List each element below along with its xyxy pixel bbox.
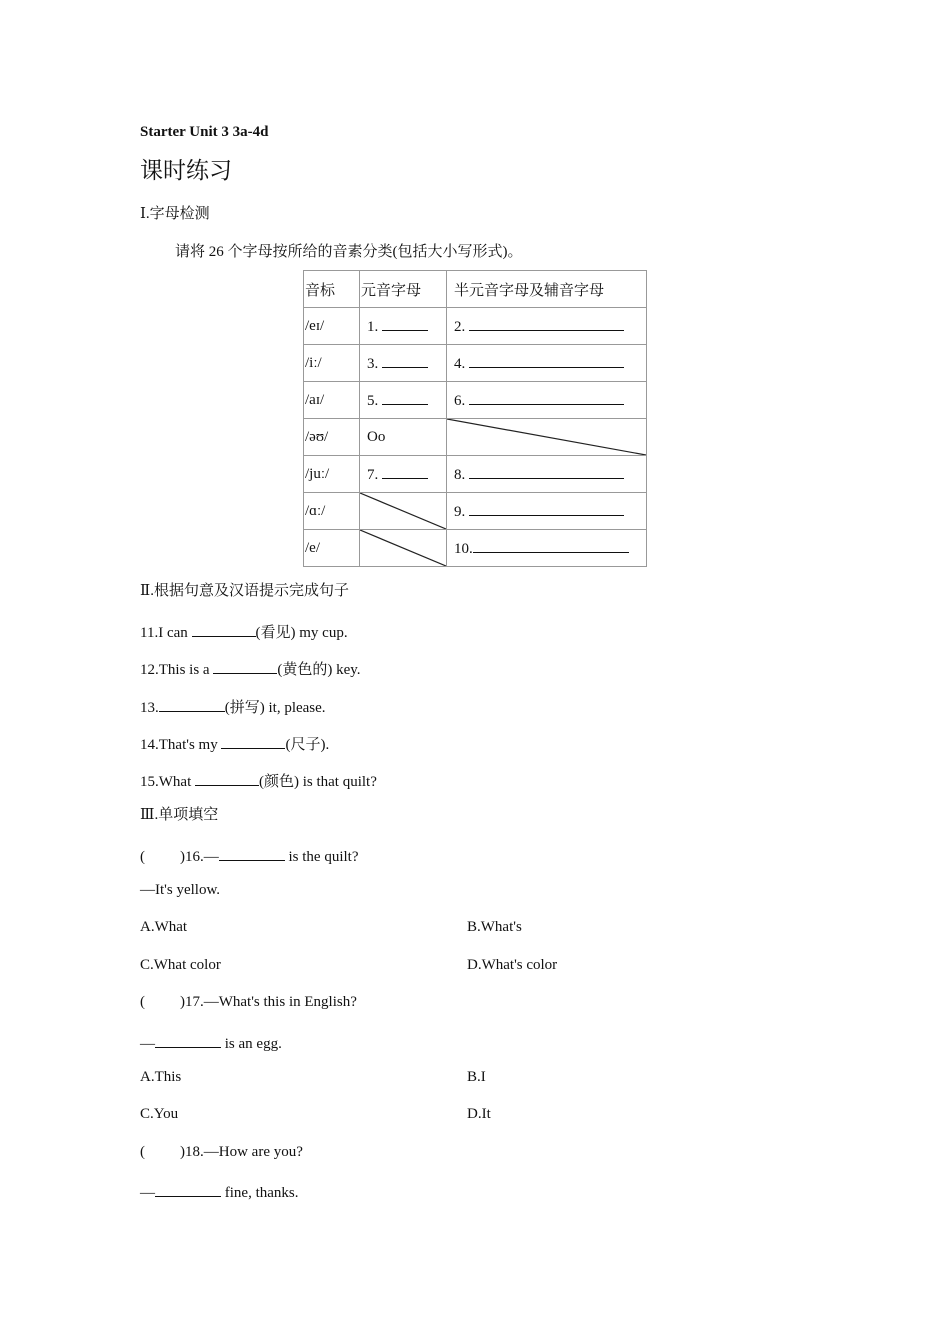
- item-number: 9.: [454, 504, 466, 520]
- sentence-item: [140, 697, 326, 716]
- section-1-title: Ⅰ.字母检测: [140, 206, 210, 222]
- item-hint: (颜色) is that quilt?: [258, 774, 377, 790]
- item-number: 5.: [367, 393, 379, 409]
- answer-blank[interactable]: [192, 622, 256, 637]
- question-text: is the quilt?: [284, 849, 359, 865]
- sentence-item: [140, 659, 361, 678]
- item-number: 10.: [454, 541, 473, 557]
- item-text: 11.I can: [140, 625, 192, 641]
- answer-blank[interactable]: [382, 353, 428, 368]
- table-row: [304, 419, 647, 456]
- empty-cell: [447, 419, 647, 456]
- consonant-cell: [447, 530, 647, 567]
- consonant-cell: [447, 456, 647, 493]
- phoneme-cell: /iː/: [304, 345, 360, 382]
- dash: —: [140, 1036, 155, 1052]
- table-row: [304, 382, 647, 419]
- item-hint: (黄色的) key.: [277, 662, 361, 678]
- answer-blank[interactable]: [469, 316, 624, 331]
- answer-blank[interactable]: [219, 846, 285, 861]
- option-a[interactable]: A.This: [140, 1069, 182, 1085]
- option-b[interactable]: B.What's: [467, 919, 522, 935]
- answer-blank[interactable]: [221, 734, 285, 749]
- answer-blank[interactable]: [469, 390, 624, 405]
- phoneme-cell: /eɪ/: [304, 308, 360, 345]
- question-text: )16.—: [180, 849, 219, 865]
- sentence-item: [140, 734, 329, 753]
- sentence-item: [140, 622, 348, 641]
- phoneme-cell: /ɑː/: [304, 493, 360, 530]
- vowel-cell: Oo: [360, 419, 447, 456]
- item-text: 15.What: [140, 774, 195, 790]
- consonant-cell: [447, 382, 647, 419]
- item-text: 13.: [140, 700, 159, 716]
- empty-cell: [360, 493, 447, 530]
- answer-paren[interactable]: (: [140, 1144, 145, 1160]
- item-number: 1.: [367, 319, 379, 335]
- doc-title: Starter Unit 3 3a-4d: [140, 124, 269, 140]
- vowel-cell: [360, 382, 447, 419]
- section-1-instruction: 请将 26 个字母按所给的音素分类(包括大小写形式)。: [175, 244, 523, 260]
- vowel-cell: [360, 308, 447, 345]
- item-text: 14.That's my: [140, 737, 222, 753]
- vowel-cell: [360, 456, 447, 493]
- item-number: 7.: [367, 467, 379, 483]
- answer-paren[interactable]: (: [140, 849, 145, 865]
- header-vowel: 元音字母: [360, 271, 447, 308]
- answer-blank[interactable]: [469, 464, 624, 479]
- question-16-answer: —It's yellow.: [140, 882, 221, 898]
- answer-blank[interactable]: [213, 659, 277, 674]
- answer-blank[interactable]: [382, 464, 428, 479]
- consonant-cell: [447, 308, 647, 345]
- dash: —: [140, 1185, 155, 1201]
- answer-blank[interactable]: [159, 697, 225, 712]
- answer-blank[interactable]: [469, 501, 624, 516]
- diagonal-line: [447, 419, 646, 455]
- item-number: 3.: [367, 356, 379, 372]
- phoneme-cell: /juː/: [304, 456, 360, 493]
- table-row: [304, 345, 647, 382]
- table-row: [304, 493, 647, 530]
- vowel-cell: [360, 345, 447, 382]
- table-row: [304, 530, 647, 567]
- item-text: 12.This is a: [140, 662, 214, 678]
- section-3-title: Ⅲ.单项填空: [140, 807, 219, 823]
- question-16: [140, 846, 359, 865]
- header-consonant: 半元音字母及辅音字母: [447, 271, 647, 308]
- diagonal-line: [360, 493, 446, 529]
- table-row: [304, 456, 647, 493]
- item-number: 6.: [454, 393, 466, 409]
- answer-paren[interactable]: (: [140, 994, 145, 1010]
- page-heading: 课时练习: [140, 158, 232, 184]
- consonant-cell: [447, 345, 647, 382]
- answer-blank[interactable]: [155, 1182, 221, 1197]
- question-text: is an egg.: [221, 1036, 282, 1052]
- answer-blank[interactable]: [382, 390, 428, 405]
- section-2-title: Ⅱ.根据句意及汉语提示完成句子: [140, 583, 349, 599]
- item-hint: (尺子).: [285, 737, 330, 753]
- answer-blank[interactable]: [155, 1033, 221, 1048]
- item-number: 4.: [454, 356, 466, 372]
- phoneme-cell: /aɪ/: [304, 382, 360, 419]
- item-hint: (看见) my cup.: [255, 625, 348, 641]
- consonant-cell: [447, 493, 647, 530]
- item-hint: (拼写) it, please.: [224, 700, 326, 716]
- phoneme-cell: /əʊ/: [304, 419, 360, 456]
- table-header-row: [304, 271, 647, 308]
- diagonal-line: [360, 530, 446, 566]
- option-c[interactable]: C.You: [140, 1106, 179, 1122]
- question-17: [140, 995, 357, 1010]
- question-text: )18.—How are you?: [180, 1144, 303, 1160]
- empty-cell: [360, 530, 447, 567]
- option-d[interactable]: D.It: [467, 1106, 491, 1122]
- option-d[interactable]: D.What's color: [467, 957, 558, 973]
- question-17-response: [140, 1033, 282, 1052]
- answer-blank[interactable]: [382, 316, 428, 331]
- option-a[interactable]: A.What: [140, 919, 188, 935]
- question-18: [140, 1145, 303, 1160]
- answer-blank[interactable]: [473, 538, 629, 553]
- question-text: fine, thanks.: [221, 1185, 299, 1201]
- option-c[interactable]: C.What color: [140, 957, 221, 973]
- answer-blank[interactable]: [469, 353, 624, 368]
- answer-blank[interactable]: [195, 771, 259, 786]
- question-18-response: [140, 1182, 298, 1201]
- sentence-item: [140, 771, 377, 790]
- option-b[interactable]: B.I: [467, 1069, 486, 1085]
- question-text: )17.—What's this in English?: [180, 994, 357, 1010]
- phoneme-cell: /e/: [304, 530, 360, 567]
- item-number: 2.: [454, 319, 466, 335]
- phoneme-table: [303, 270, 647, 567]
- table-row: [304, 308, 647, 345]
- header-phoneme: 音标: [304, 271, 360, 308]
- item-number: 8.: [454, 467, 466, 483]
